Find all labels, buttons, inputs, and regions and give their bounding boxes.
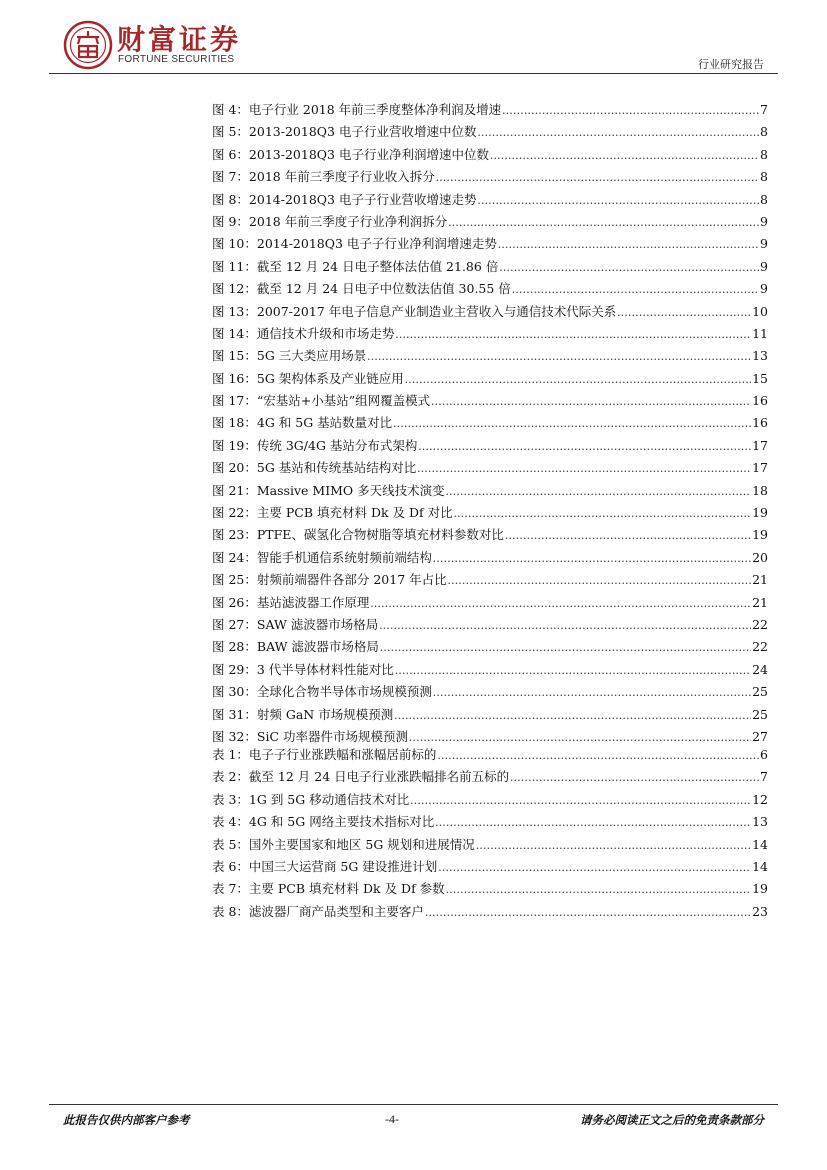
table-toc-entry[interactable] xyxy=(212,878,768,900)
dot-leader xyxy=(418,435,751,457)
toc-entry-title: 表 5：国外主要国家和地区 5G 规划和进展情况 xyxy=(212,836,475,852)
figure-toc-entry[interactable] xyxy=(212,121,768,143)
dot-leader xyxy=(617,301,751,323)
dot-leader xyxy=(510,766,759,788)
brand-name-cn: 财富证券 xyxy=(117,23,242,56)
dot-leader xyxy=(410,789,751,811)
dot-leader xyxy=(380,636,751,658)
figure-toc-entry[interactable] xyxy=(212,636,768,658)
dot-leader xyxy=(498,233,759,255)
toc-entry-title: 图 4：电子行业 2018 年前三季度整体净利润及增速 xyxy=(212,102,502,117)
figure-toc-entry[interactable] xyxy=(212,345,768,367)
toc-entry-title: 图 21：Massive MIMO 多天线技术演变 xyxy=(212,482,445,498)
toc-entry-title: 表 7：主要 PCB 填充材料 Dk 及 Df 参数 xyxy=(212,881,445,897)
toc-entry-page: 21 xyxy=(752,594,768,610)
toc-entry-page: 6 xyxy=(760,747,768,762)
figure-toc-entry[interactable] xyxy=(212,435,768,457)
figure-toc-entry[interactable] xyxy=(212,457,768,479)
dot-leader xyxy=(395,323,751,345)
figure-toc-entry[interactable] xyxy=(212,614,768,636)
toc-entry-page: 13 xyxy=(752,348,768,364)
toc-entry-page: 17 xyxy=(752,437,768,453)
dot-leader xyxy=(435,811,751,833)
toc-entry-page: 10 xyxy=(752,303,768,319)
dot-leader xyxy=(417,457,751,479)
figure-toc-entry[interactable] xyxy=(212,659,768,681)
toc-entry-page: 16 xyxy=(752,393,768,409)
toc-entry-title: 图 27：SAW 滤波器市场格局 xyxy=(212,616,379,632)
figure-toc-entry[interactable] xyxy=(212,278,768,300)
toc-entry-page: 24 xyxy=(752,661,768,677)
figure-toc-entry[interactable] xyxy=(212,301,768,323)
fortune-logo-icon xyxy=(63,20,113,70)
toc-entry-page: 9 xyxy=(760,281,768,297)
toc-entry-title: 图 32：SiC 功率器件市场规模预测 xyxy=(212,728,408,744)
dot-leader xyxy=(433,681,751,703)
toc-entry-page: 7 xyxy=(760,769,768,785)
figure-toc-entry[interactable] xyxy=(212,524,768,546)
toc-entry-title: 表 6：中国三大运营商 5G 建设推进计划 xyxy=(212,858,438,874)
toc-entry-page: 19 xyxy=(752,505,768,521)
dot-leader xyxy=(393,412,751,434)
toc-entry-title: 表 2：截至 12 月 24 日电子行业涨跌幅排名前五标的 xyxy=(212,769,510,785)
page-header xyxy=(0,0,827,80)
dot-leader xyxy=(477,121,759,143)
brand-name-en: FORTUNE SECURITIES xyxy=(118,54,235,65)
toc-entry-page: 25 xyxy=(752,684,768,700)
toc-entry-title: 图 16：5G 架构体系及产业链应用 xyxy=(212,370,404,386)
dot-leader xyxy=(379,614,751,636)
toc-entry-page: 8 xyxy=(760,191,768,207)
toc-entry-title: 表 4：4G 和 5G 网络主要技术指标对比 xyxy=(212,814,435,830)
toc-entry-page: 7 xyxy=(760,102,768,117)
figure-toc-entry[interactable] xyxy=(212,412,768,434)
toc-entry-page: 8 xyxy=(760,124,768,140)
toc-entry-title: 表 1：电子子行业涨跌幅和涨幅居前标的 xyxy=(212,747,437,762)
toc-entry-title: 图 20：5G 基站和传统基站结构对比 xyxy=(212,460,417,476)
table-toc-entry[interactable] xyxy=(212,856,768,878)
page-number: -4- xyxy=(385,1112,399,1126)
dot-leader xyxy=(446,878,751,900)
figure-toc-entry[interactable] xyxy=(212,547,768,569)
figure-toc-entry[interactable] xyxy=(212,592,768,614)
toc-entry-page: 8 xyxy=(760,169,768,185)
dot-leader xyxy=(505,524,751,546)
dot-leader xyxy=(446,480,751,502)
toc-entry-page: 11 xyxy=(752,325,768,341)
toc-entry-title: 图 19：传统 3G/4G 基站分布式架构 xyxy=(212,437,418,453)
toc-entry-page: 14 xyxy=(752,836,768,852)
dot-leader xyxy=(436,166,759,188)
table-toc-entry[interactable] xyxy=(212,901,768,923)
dot-leader xyxy=(437,744,759,766)
toc-entry-page: 19 xyxy=(752,881,768,897)
toc-entry-page: 19 xyxy=(752,527,768,543)
dot-leader xyxy=(448,569,751,591)
footer-disclaimer: 此报告仅供内部客户参考 xyxy=(63,1113,190,1127)
toc-entry-title: 图 10：2014-2018Q3 电子子行业净利润增速走势 xyxy=(212,236,497,252)
toc-entry-page: 22 xyxy=(752,616,768,632)
toc-entry-title: 图 17：“宏基站+小基站”组网覆盖模式 xyxy=(212,393,431,409)
table-toc-entry[interactable] xyxy=(212,789,768,811)
table-toc-entry[interactable] xyxy=(212,834,768,856)
figure-toc-entry[interactable] xyxy=(212,189,768,211)
toc-entry-title: 图 15：5G 三大类应用场景 xyxy=(212,348,367,364)
dot-leader xyxy=(370,592,751,614)
figure-toc-entry[interactable] xyxy=(212,233,768,255)
figure-list xyxy=(212,99,768,748)
report-type-label: 行业研究报告 xyxy=(698,58,764,71)
toc-entry-title: 图 12：截至 12 月 24 日电子中位数法估值 30.55 倍 xyxy=(212,281,511,297)
dot-leader xyxy=(405,368,751,390)
toc-entry-page: 22 xyxy=(752,639,768,655)
toc-entry-page: 25 xyxy=(752,706,768,722)
dot-leader xyxy=(477,189,759,211)
toc-entry-page: 13 xyxy=(752,814,768,830)
dot-leader xyxy=(512,278,759,300)
toc-entry-title: 图 28：BAW 滤波器市场格局 xyxy=(212,639,379,655)
figure-toc-entry[interactable] xyxy=(212,368,768,390)
toc-entry-title: 图 26：基站滤波器工作原理 xyxy=(212,594,370,610)
toc-entry-page: 15 xyxy=(752,370,768,386)
toc-entry-title: 表 8：滤波器厂商产品类型和主要客户 xyxy=(212,903,424,919)
toc-entry-page: 8 xyxy=(760,146,768,162)
toc-entry-title: 图 6：2013-2018Q3 电子行业净利润增速中位数 xyxy=(212,146,489,162)
toc-entry-title: 图 29：3 代半导体材料性能对比 xyxy=(212,661,394,677)
toc-entry-title: 图 8：2014-2018Q3 电子子行业营收增速走势 xyxy=(212,191,477,207)
toc-entry-page: 23 xyxy=(752,903,768,919)
figure-toc-entry[interactable] xyxy=(212,502,768,524)
toc-entry-page: 9 xyxy=(760,258,768,274)
figure-toc-entry[interactable] xyxy=(212,256,768,278)
toc-entry-page: 16 xyxy=(752,415,768,431)
figure-toc-entry[interactable] xyxy=(212,569,768,591)
dot-leader xyxy=(499,256,759,278)
toc-entry-title: 图 5：2013-2018Q3 电子行业营收增速中位数 xyxy=(212,124,477,140)
toc-entry-page: 14 xyxy=(752,858,768,874)
figure-toc-entry[interactable] xyxy=(212,681,768,703)
toc-entry-title: 图 18：4G 和 5G 基站数量对比 xyxy=(212,415,393,431)
toc-entry-page: 18 xyxy=(752,482,768,498)
toc-entry-title: 图 30：全球化合物半导体市场规模预测 xyxy=(212,684,432,700)
figure-toc-entry[interactable] xyxy=(212,323,768,345)
dot-leader xyxy=(502,99,759,121)
toc-entry-title: 图 7：2018 年前三季度子行业收入拆分 xyxy=(212,169,435,185)
figure-toc-entry[interactable] xyxy=(212,99,768,121)
toc-entry-page: 20 xyxy=(752,549,768,565)
figure-toc-entry[interactable] xyxy=(212,144,768,166)
dot-leader xyxy=(394,704,751,726)
toc-entry-page: 21 xyxy=(752,572,768,588)
dot-leader xyxy=(425,901,751,923)
toc-entry-page: 9 xyxy=(760,213,768,229)
footer-divider xyxy=(49,1104,778,1105)
dot-leader xyxy=(433,547,751,569)
dot-leader xyxy=(448,211,759,233)
toc-entry-title: 图 9：2018 年前三季度子行业净利润拆分 xyxy=(212,213,448,229)
toc-entry-page: 12 xyxy=(752,791,768,807)
toc-entry-title: 图 22：主要 PCB 填充材料 Dk 及 Df 对比 xyxy=(212,505,453,521)
toc-entry-title: 图 23：PTFE、碳氢化合物树脂等填充材料参数对比 xyxy=(212,527,504,543)
dot-leader xyxy=(454,502,751,524)
dot-leader xyxy=(395,659,751,681)
toc-entry-page: 9 xyxy=(760,236,768,252)
dot-leader xyxy=(431,390,751,412)
figure-toc-entry[interactable] xyxy=(212,480,768,502)
toc-entry-title: 图 31：射频 GaN 市场规模预测 xyxy=(212,706,394,722)
footer-terms-notice: 请务必阅读正文之后的免责条款部分 xyxy=(580,1113,764,1127)
dot-leader xyxy=(438,856,751,878)
toc-entry-page: 17 xyxy=(752,460,768,476)
toc-entry-title: 图 25：射频前端器件各部分 2017 年占比 xyxy=(212,572,447,588)
toc-entry-title: 图 13：2007-2017 年电子信息产业制造业主营收入与通信技术代际关系 xyxy=(212,303,617,319)
figure-toc-entry[interactable] xyxy=(212,211,768,233)
figure-toc-entry[interactable] xyxy=(212,704,768,726)
figure-toc-entry[interactable] xyxy=(212,390,768,412)
dot-leader xyxy=(367,345,751,367)
table-toc-entry[interactable] xyxy=(212,744,768,766)
toc-entry-title: 表 3：1G 到 5G 移动通信技术对比 xyxy=(212,791,410,807)
toc-entry-title: 图 14：通信技术升级和市场走势 xyxy=(212,325,395,341)
dot-leader xyxy=(490,144,759,166)
table-toc-entry[interactable] xyxy=(212,766,768,788)
toc-entry-page: 27 xyxy=(752,728,768,744)
toc-entry-title: 图 11：截至 12 月 24 日电子整体法估值 21.86 倍 xyxy=(212,258,499,274)
dot-leader xyxy=(476,834,751,856)
header-divider xyxy=(49,73,778,74)
toc-entry-title: 图 24：智能手机通信系统射频前端结构 xyxy=(212,549,432,565)
table-list xyxy=(212,744,768,923)
table-toc-entry[interactable] xyxy=(212,811,768,833)
figure-toc-entry[interactable] xyxy=(212,166,768,188)
